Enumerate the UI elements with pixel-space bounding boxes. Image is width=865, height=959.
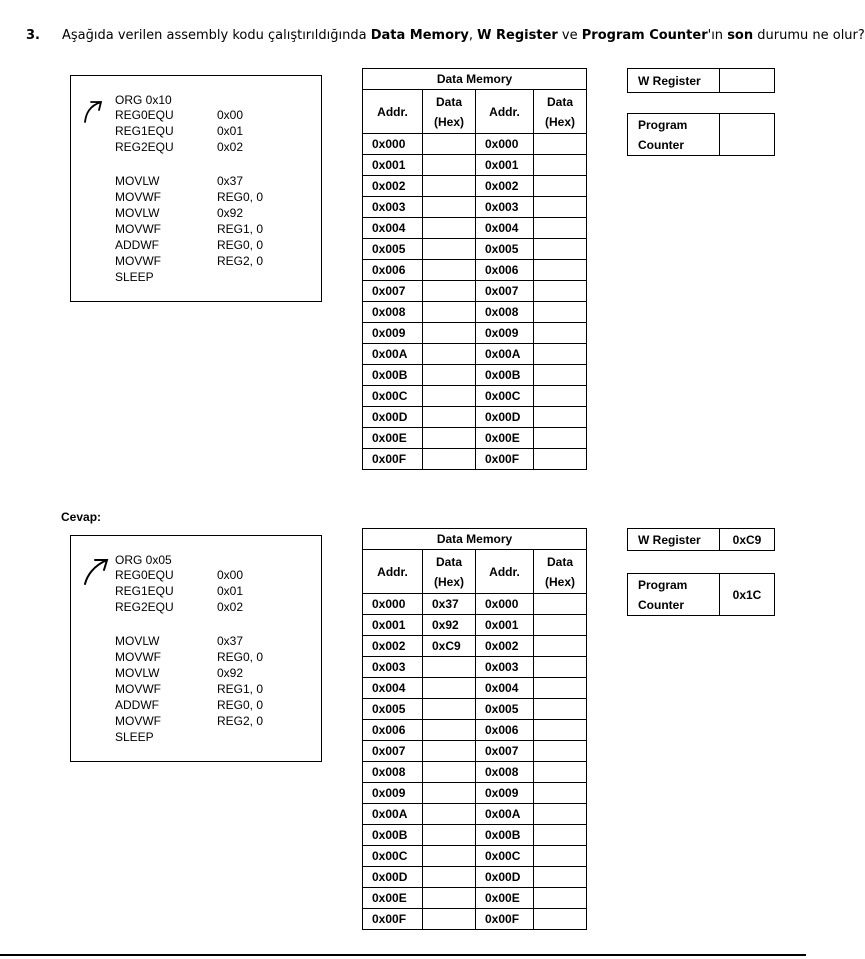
table-row [363, 783, 587, 804]
table-row [363, 678, 587, 699]
code-operand: REG0, 0 [217, 698, 264, 712]
code-mnemonic: REG0EQU [115, 108, 174, 122]
code-operand: REG0, 0 [217, 650, 264, 664]
address-cell: 0x002 [476, 636, 534, 657]
w-register-label: W Register [628, 69, 720, 93]
col-header-addr: Addr. [363, 90, 423, 134]
address-cell: 0x006 [476, 260, 534, 281]
data-cell [423, 386, 476, 407]
address-cell: 0x00B [363, 365, 423, 386]
address-cell: 0x001 [363, 615, 423, 636]
address-cell: 0x003 [363, 197, 423, 218]
answer-label: Cevap: [61, 510, 102, 524]
address-cell: 0x00D [363, 407, 423, 428]
address-cell: 0x009 [476, 323, 534, 344]
data-cell [534, 407, 587, 428]
table-row [363, 741, 587, 762]
code-operand: REG1, 0 [217, 682, 264, 696]
data-cell [534, 594, 587, 615]
code-box-top [70, 75, 322, 302]
table-row [363, 657, 587, 678]
code-operand: 0x37 [217, 174, 244, 188]
table-title: Data Memory [363, 69, 587, 90]
code-mnemonic: REG1EQU [115, 124, 174, 138]
code-mnemonic: REG1EQU [115, 584, 174, 598]
data-cell [423, 218, 476, 239]
col-header-data: Data (Hex) [423, 90, 476, 134]
data-cell [534, 134, 587, 155]
question-text: 3. Aşağıda verilen assembly kodu çalıştırıldığında Data Memory, W Register ve Program Counter'ın son durumu ne olur? [26, 28, 865, 43]
table-row [363, 449, 587, 470]
address-cell: 0x006 [363, 260, 423, 281]
data-cell [423, 407, 476, 428]
w-register-value: 0xC9 [720, 529, 775, 551]
address-cell: 0x000 [363, 594, 423, 615]
address-cell: 0x00A [476, 344, 534, 365]
address-cell: 0x001 [476, 155, 534, 176]
data-memory-table-bottom [362, 528, 587, 930]
code-mnemonic: SLEEP [115, 270, 154, 284]
address-cell: 0x004 [363, 678, 423, 699]
address-cell: 0x00E [476, 428, 534, 449]
code-mnemonic: REG0EQU [115, 568, 174, 582]
col-header-data: Data (Hex) [534, 550, 587, 594]
data-cell [423, 428, 476, 449]
table-row [363, 218, 587, 239]
address-cell: 0x006 [476, 720, 534, 741]
table-row [363, 428, 587, 449]
code-mnemonic: SLEEP [115, 730, 154, 744]
data-cell [534, 825, 587, 846]
address-cell: 0x00A [363, 804, 423, 825]
address-cell: 0x001 [476, 615, 534, 636]
col-header-addr: Addr. [476, 550, 534, 594]
data-cell [423, 281, 476, 302]
w-register-bottom [627, 528, 775, 551]
w-register-label: W Register [628, 529, 720, 551]
page-bottom-rule [0, 954, 806, 956]
table-row [363, 302, 587, 323]
code-mnemonic: ADDWF [115, 698, 159, 712]
address-cell: 0x000 [363, 134, 423, 155]
data-cell [534, 386, 587, 407]
table-row [363, 176, 587, 197]
address-cell: 0x003 [363, 657, 423, 678]
address-cell: 0x007 [476, 281, 534, 302]
table-row [363, 804, 587, 825]
address-cell: 0x001 [363, 155, 423, 176]
data-cell [534, 155, 587, 176]
col-header-data: Data (Hex) [423, 550, 476, 594]
address-cell: 0x003 [476, 657, 534, 678]
address-cell: 0x00F [476, 909, 534, 930]
program-counter-value: 0x1C [720, 574, 775, 616]
code-mnemonic: MOVWF [115, 222, 161, 236]
table-row [363, 260, 587, 281]
data-cell [423, 239, 476, 260]
address-cell: 0x000 [476, 134, 534, 155]
code-mnemonic: MOVLW [115, 206, 160, 220]
code-operand: 0x92 [217, 666, 244, 680]
data-cell [534, 239, 587, 260]
data-cell [534, 197, 587, 218]
address-cell: 0x002 [363, 636, 423, 657]
address-cell: 0x008 [363, 762, 423, 783]
address-cell: 0x00C [363, 386, 423, 407]
data-cell: 0xC9 [423, 636, 476, 657]
address-cell: 0x00C [363, 846, 423, 867]
address-cell: 0x00D [363, 867, 423, 888]
data-cell [534, 657, 587, 678]
program-counter-label: Program Counter [628, 114, 720, 156]
data-cell [534, 762, 587, 783]
data-cell [534, 323, 587, 344]
table-row [363, 762, 587, 783]
address-cell: 0x004 [476, 218, 534, 239]
data-cell [423, 783, 476, 804]
address-cell: 0x00C [476, 386, 534, 407]
data-cell [534, 218, 587, 239]
table-row [363, 846, 587, 867]
code-operand: REG0, 0 [217, 190, 264, 204]
address-cell: 0x005 [476, 699, 534, 720]
data-cell [534, 720, 587, 741]
address-cell: 0x00D [476, 867, 534, 888]
table-row [363, 365, 587, 386]
data-cell [534, 302, 587, 323]
data-cell [534, 678, 587, 699]
data-cell [423, 323, 476, 344]
address-cell: 0x00F [363, 909, 423, 930]
code-operand: REG0, 0 [217, 238, 264, 252]
handwritten-arrow-icon [79, 556, 113, 586]
address-cell: 0x007 [363, 281, 423, 302]
address-cell: 0x00F [476, 449, 534, 470]
data-cell [534, 888, 587, 909]
data-cell [423, 657, 476, 678]
data-cell [534, 260, 587, 281]
address-cell: 0x005 [363, 699, 423, 720]
data-cell [423, 449, 476, 470]
code-mnemonic: MOVWF [115, 190, 161, 204]
data-cell [534, 344, 587, 365]
code-mnemonic: MOVWF [115, 714, 161, 728]
table-row [363, 594, 587, 615]
code-mnemonic: MOVLW [115, 174, 160, 188]
table-row [363, 825, 587, 846]
table-row [363, 407, 587, 428]
data-cell [423, 176, 476, 197]
code-operand: 0x01 [217, 584, 244, 598]
code-org-line: ORG 0x05 [115, 553, 172, 567]
table-row [363, 386, 587, 407]
data-cell [423, 260, 476, 281]
address-cell: 0x009 [476, 783, 534, 804]
address-cell: 0x00E [476, 888, 534, 909]
col-header-data: Data (Hex) [534, 90, 587, 134]
data-cell [423, 846, 476, 867]
code-operand: 0x02 [217, 140, 244, 154]
data-cell [423, 134, 476, 155]
data-cell [423, 344, 476, 365]
address-cell: 0x00F [363, 449, 423, 470]
code-mnemonic: ADDWF [115, 238, 159, 252]
data-cell [534, 615, 587, 636]
col-header-addr: Addr. [476, 90, 534, 134]
question-number: 3. [26, 28, 40, 43]
data-cell [423, 699, 476, 720]
address-cell: 0x00B [476, 365, 534, 386]
code-mnemonic: MOVWF [115, 254, 161, 268]
data-cell [423, 825, 476, 846]
address-cell: 0x000 [476, 594, 534, 615]
program-counter-top [627, 113, 775, 156]
address-cell: 0x004 [363, 218, 423, 239]
table-row [363, 867, 587, 888]
data-cell [534, 365, 587, 386]
table-row [363, 323, 587, 344]
data-cell [423, 867, 476, 888]
code-mnemonic: REG2EQU [115, 140, 174, 154]
table-row [363, 155, 587, 176]
address-cell: 0x00A [363, 344, 423, 365]
table-row [363, 615, 587, 636]
address-cell: 0x002 [476, 176, 534, 197]
data-cell [534, 281, 587, 302]
table-row [363, 636, 587, 657]
address-cell: 0x003 [476, 197, 534, 218]
code-mnemonic: MOVWF [115, 682, 161, 696]
data-cell [423, 302, 476, 323]
code-mnemonic: REG2EQU [115, 600, 174, 614]
address-cell: 0x005 [476, 239, 534, 260]
table-row [363, 134, 587, 155]
address-cell: 0x00B [476, 825, 534, 846]
data-cell [534, 636, 587, 657]
data-cell [534, 176, 587, 197]
table-row [363, 239, 587, 260]
data-cell [423, 197, 476, 218]
col-header-addr: Addr. [363, 550, 423, 594]
address-cell: 0x00C [476, 846, 534, 867]
data-cell [423, 909, 476, 930]
code-operand: 0x37 [217, 634, 244, 648]
data-cell [534, 699, 587, 720]
table-row [363, 888, 587, 909]
table-row [363, 344, 587, 365]
address-cell: 0x00A [476, 804, 534, 825]
table-title: Data Memory [363, 529, 587, 550]
data-cell [423, 365, 476, 386]
address-cell: 0x009 [363, 783, 423, 804]
address-cell: 0x004 [476, 678, 534, 699]
table-row [363, 197, 587, 218]
code-operand: REG2, 0 [217, 714, 264, 728]
code-operand: 0x00 [217, 568, 244, 582]
w-register-value [720, 69, 775, 93]
address-cell: 0x008 [476, 302, 534, 323]
data-cell [423, 155, 476, 176]
address-cell: 0x002 [363, 176, 423, 197]
w-register-top [627, 68, 775, 93]
address-cell: 0x005 [363, 239, 423, 260]
address-cell: 0x007 [476, 741, 534, 762]
code-operand: 0x92 [217, 206, 244, 220]
data-cell [423, 741, 476, 762]
address-cell: 0x006 [363, 720, 423, 741]
code-operand: REG1, 0 [217, 222, 264, 236]
table-row [363, 720, 587, 741]
code-mnemonic: MOVWF [115, 650, 161, 664]
data-cell: 0x92 [423, 615, 476, 636]
address-cell: 0x00D [476, 407, 534, 428]
data-cell [534, 846, 587, 867]
program-counter-label: Program Counter [628, 574, 720, 616]
data-cell: 0x37 [423, 594, 476, 615]
code-org-line: ORG 0x10 [115, 93, 172, 107]
code-operand: 0x02 [217, 600, 244, 614]
address-cell: 0x00B [363, 825, 423, 846]
data-cell [423, 888, 476, 909]
data-cell [423, 762, 476, 783]
data-cell [534, 741, 587, 762]
address-cell: 0x008 [476, 762, 534, 783]
data-cell [534, 867, 587, 888]
address-cell: 0x007 [363, 741, 423, 762]
address-cell: 0x009 [363, 323, 423, 344]
program-counter-bottom [627, 573, 775, 616]
data-cell [423, 678, 476, 699]
data-cell [534, 428, 587, 449]
code-operand: 0x00 [217, 108, 244, 122]
address-cell: 0x00E [363, 888, 423, 909]
code-mnemonic: MOVLW [115, 666, 160, 680]
data-cell [534, 909, 587, 930]
data-cell [534, 449, 587, 470]
code-operand: REG2, 0 [217, 254, 264, 268]
data-cell [534, 804, 587, 825]
code-box-bottom [70, 535, 322, 762]
address-cell: 0x00E [363, 428, 423, 449]
code-operand: 0x01 [217, 124, 244, 138]
data-cell [423, 720, 476, 741]
handwritten-arrow-icon [79, 98, 107, 124]
data-memory-table-top [362, 68, 587, 470]
program-counter-value [720, 114, 775, 156]
table-row [363, 699, 587, 720]
address-cell: 0x008 [363, 302, 423, 323]
table-row [363, 909, 587, 930]
code-mnemonic: MOVLW [115, 634, 160, 648]
data-cell [534, 783, 587, 804]
data-cell [423, 804, 476, 825]
table-row [363, 281, 587, 302]
